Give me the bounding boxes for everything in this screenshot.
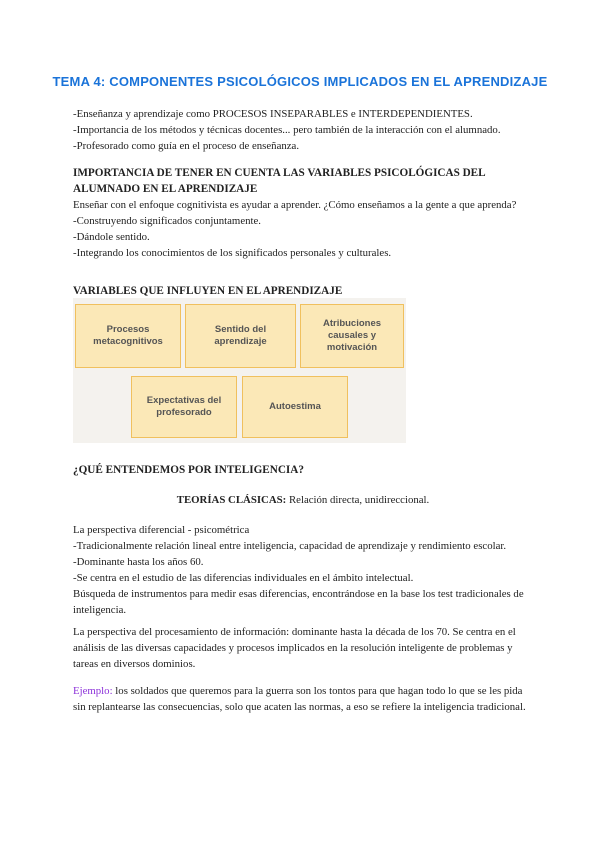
- intro-line: -Profesorado como guía en el proceso de enseñanza.: [73, 140, 300, 152]
- differential-line: -Dominante hasta los años 60.: [73, 556, 204, 568]
- intelligence-heading: ¿QUÉ ENTENDEMOS POR INTELIGENCIA?: [73, 464, 304, 476]
- variables-heading-block: [73, 283, 533, 299]
- differential-line: La perspectiva diferencial - psicométrica: [73, 524, 250, 536]
- box-autoestima: Autoestima: [242, 376, 348, 438]
- intro-section: [73, 106, 533, 154]
- importance-section: [73, 165, 533, 261]
- differential-line: -Tradicionalmente relación lineal entre inteligencia, capacidad de aprendizaje y rendimiento escolar.: [73, 540, 507, 552]
- differential-line: Búsqueda de instrumentos para medir esas diferencias, encontrándose en la base los test tradicionales de inteligencia.: [73, 588, 524, 616]
- classic-theories: [73, 492, 533, 508]
- classic-text: Relación directa, unidireccional.: [286, 494, 430, 506]
- box-expectativas-profesorado: Expectativas del profesorado: [131, 376, 237, 438]
- intelligence-heading-block: [73, 462, 533, 478]
- classic-label: TEORÍAS CLÁSICAS:: [176, 494, 287, 506]
- processing-section: [73, 624, 533, 672]
- example-section: [73, 683, 533, 715]
- box-procesos-metacognitivos: Procesos metacognitivos: [75, 304, 181, 368]
- variables-heading: VARIABLES QUE INFLUYEN EN EL APRENDIZAJE: [73, 285, 343, 297]
- importance-line: -Construyendo significados conjuntamente.: [73, 215, 262, 227]
- box-atribuciones-causales: Atribuciones causales y motivación: [300, 304, 404, 368]
- differential-line: -Se centra en el estudio de las diferencias individuales en el ámbito intelectual.: [73, 572, 414, 584]
- processing-paragraph: La perspectiva del procesamiento de información: dominante hasta la década de los 70. Se centra en el análisis de las diversas capacidades y procesos implicados en la resolución inteligente de problemas y tareas en diversos dominios.: [73, 626, 516, 670]
- example-text: los soldados que queremos para la guerra son los tontos para que hagan todo lo que se les pida sin replantearse las consecuencias, solo que acaten las normas, a eso se refiere la inteligencia tradicional.: [73, 685, 526, 713]
- importance-line: -Dándole sentido.: [73, 231, 150, 243]
- differential-section: [73, 522, 533, 618]
- variables-diagram: [73, 298, 406, 443]
- importance-heading: IMPORTANCIA DE TENER EN CUENTA LAS VARIABLES PSICOLÓGICAS DEL ALUMNADO EN EL APRENDIZAJE: [73, 167, 485, 195]
- document-title: TEMA 4: COMPONENTES PSICOLÓGICOS IMPLICADOS EN EL APRENDIZAJE: [52, 74, 548, 89]
- importance-line: Enseñar con el enfoque cognitivista es ayudar a aprender. ¿Cómo enseñamos a la gente a que aprenda?: [73, 199, 517, 211]
- importance-line: -Integrando los conocimientos de los significados personales y culturales.: [73, 247, 392, 259]
- box-sentido-aprendizaje: Sentido del aprendizaje: [185, 304, 296, 368]
- intro-line: -Enseñanza y aprendizaje como PROCESOS INSEPARABLES e INTERDEPENDIENTES.: [73, 108, 473, 120]
- example-label: Ejemplo:: [73, 685, 113, 697]
- intro-line: -Importancia de los métodos y técnicas docentes... pero también de la interacción con el alumnado.: [73, 124, 501, 136]
